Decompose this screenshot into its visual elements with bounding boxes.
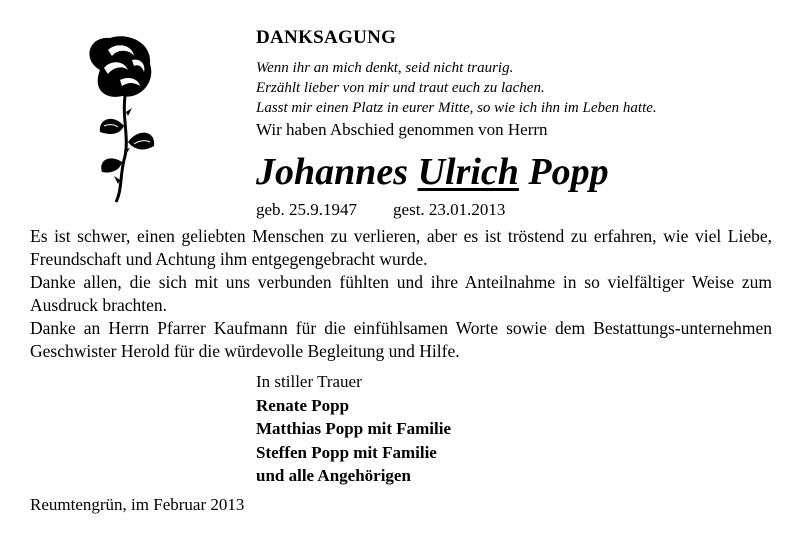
verse-line: Lasst mir einen Platz in eurer Mitte, so wie ich ihn im Leben hatte. [256, 100, 657, 116]
heading: DANKSAGUNG [256, 27, 397, 48]
middle-name: Ulrich [417, 151, 519, 193]
intro-line: Wir haben Abschied genommen von Herrn [256, 120, 548, 139]
last-name: Popp [528, 151, 609, 193]
closing-intro: In stiller Trauer [256, 372, 362, 391]
paragraph: Danke allen, die sich mit uns verbunden fühlten und ihre Anteilnahme in so vielfältiger Weise zum Ausdruck brachten. [30, 272, 772, 315]
life-dates [256, 200, 505, 220]
rose-icon [70, 30, 165, 205]
place-date: Reumtengrün, im Februar 2013 [30, 495, 245, 514]
verse-line: Erzählt lieber von mir und traut euch zu lachen. [256, 80, 545, 96]
first-name: Johannes [256, 151, 409, 193]
deceased-name [256, 150, 609, 194]
paragraph: Es ist schwer, einen geliebten Menschen zu verlieren, aber es ist tröstend zu erfahren, wie viel Liebe, Freundschaft und Achtung ihm entgegengebracht wurde. [30, 226, 772, 269]
mourner: Steffen Popp mit Familie [256, 442, 437, 462]
verse [256, 58, 657, 118]
thanks-text [30, 225, 772, 363]
paragraph: Danke an Herrn Pfarrer Kaufmann für die einfühlsamen Worte sowie dem Bestattungs-unternehmen Geschwister Herold für die würdevolle Begleitung und Hilfe. [30, 318, 772, 361]
death-date: gest. 23.01.2013 [393, 200, 506, 219]
mourner: Matthias Popp mit Familie [256, 419, 452, 438]
mourner: und alle Angehörigen [256, 466, 411, 485]
mourner: Renate Popp [256, 395, 350, 415]
closing-block [256, 370, 451, 488]
verse-line: Wenn ihr an mich denkt, seid nicht traurig. [256, 60, 514, 76]
birth-date: geb. 25.9.1947 [256, 200, 358, 219]
